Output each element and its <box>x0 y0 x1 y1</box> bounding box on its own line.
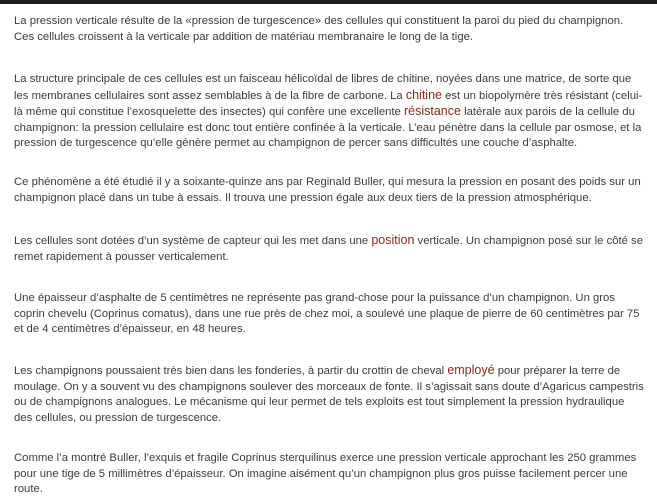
paragraph <box>14 175 644 206</box>
keyword-link-resistance[interactable]: résistance <box>403 104 461 118</box>
paragraph-text: Ce phénomène a été étudié il y a soixante-quinze ans par Reginald Buller, qui mesura la pression en posant des poids sur un champignon placé dans un tube à essais. Il trouva une pression égale aux deux tiers de la pression atmosphérique. <box>14 176 641 204</box>
paragraph-text: latérale aux parois de la cellule du champignon: la pression cellulaire est donc tout entière confinée à la verticale. L’eau pénètre dans la cellule par osmose, et la pression de turgescence qu’elle génère permet au champignon de percer sans difficultés une couche d’asphalte. <box>14 106 642 149</box>
paragraph-text: est un biopolymère très résistant (celui-là même qui constitue l’exosquelette des insectes) qui confère une excellente <box>14 89 643 118</box>
paragraph-text: verticale. Un champignon posé sur le côté se remet rapidement à pousser verticalement. <box>14 235 643 263</box>
paragraph-text: La pression verticale résulte de la «pression de turgescence» des cellules qui constituent la paroi du pied du champignon. Ces cellules croissent à la verticale par addition de matériau membranaire le long de la tige. <box>14 15 624 43</box>
paragraph <box>14 14 644 45</box>
paragraph-text: Les cellules sont dotées d’un système de capteur qui les met dans une <box>14 235 372 247</box>
keyword-link-chitine[interactable]: chitine <box>405 87 442 102</box>
keyword-link-position[interactable]: position <box>371 233 415 247</box>
paragraph-text: La structure principale de ces cellules est un faisceau hélicoïdal de libres de chitine, noyées dans une matrice, de sorte que les membranes cellulaires sont assez semblables à de la fibre de carbone. La <box>14 73 632 102</box>
keyword-link-employe[interactable]: employé <box>447 363 495 377</box>
paragraph-text: Comme l’a montré Buller, l’exquis et fragile Coprinus sterquilinus exerce une pression verticale approchant les 250 grammes pour une tige de 5 millimètres d’épaisseur. On imagine aisément qu’un champignon plus gros puisse facilement percer une route. <box>14 452 637 495</box>
top-bar <box>0 0 657 4</box>
paragraph <box>14 363 644 426</box>
paragraph <box>14 291 644 338</box>
paragraph-text: Les champignons poussaient très bien dans les fonderies, à partir du crottin de cheval <box>14 365 448 377</box>
paragraph <box>14 72 644 152</box>
paragraph <box>14 451 644 498</box>
paragraph <box>14 233 644 265</box>
paragraph-text: pour préparer la terre de moulage. On y a souvent vu des champignons soulever des morceaux de fonte. Il s’agissait sans doute d’Agaricus campestris ou de champignons analogues. Le mécanisme qui leur permet de tels exploits est tout simplement la pression hydraulique des cellules, ou pression de turgescence. <box>14 365 644 424</box>
paragraph-text: Une épaisseur d’asphalte de 5 centimètres ne représente pas grand-chose pour la puissance d’un champignon. Un gros coprin chevelu (Coprinus comatus), dans une rue près de chez moi, a soulevé une plaque de pierre de 60 centimètres par 75 et de 4 centimètres d’épaisseur, en 48 heures. <box>14 292 640 335</box>
